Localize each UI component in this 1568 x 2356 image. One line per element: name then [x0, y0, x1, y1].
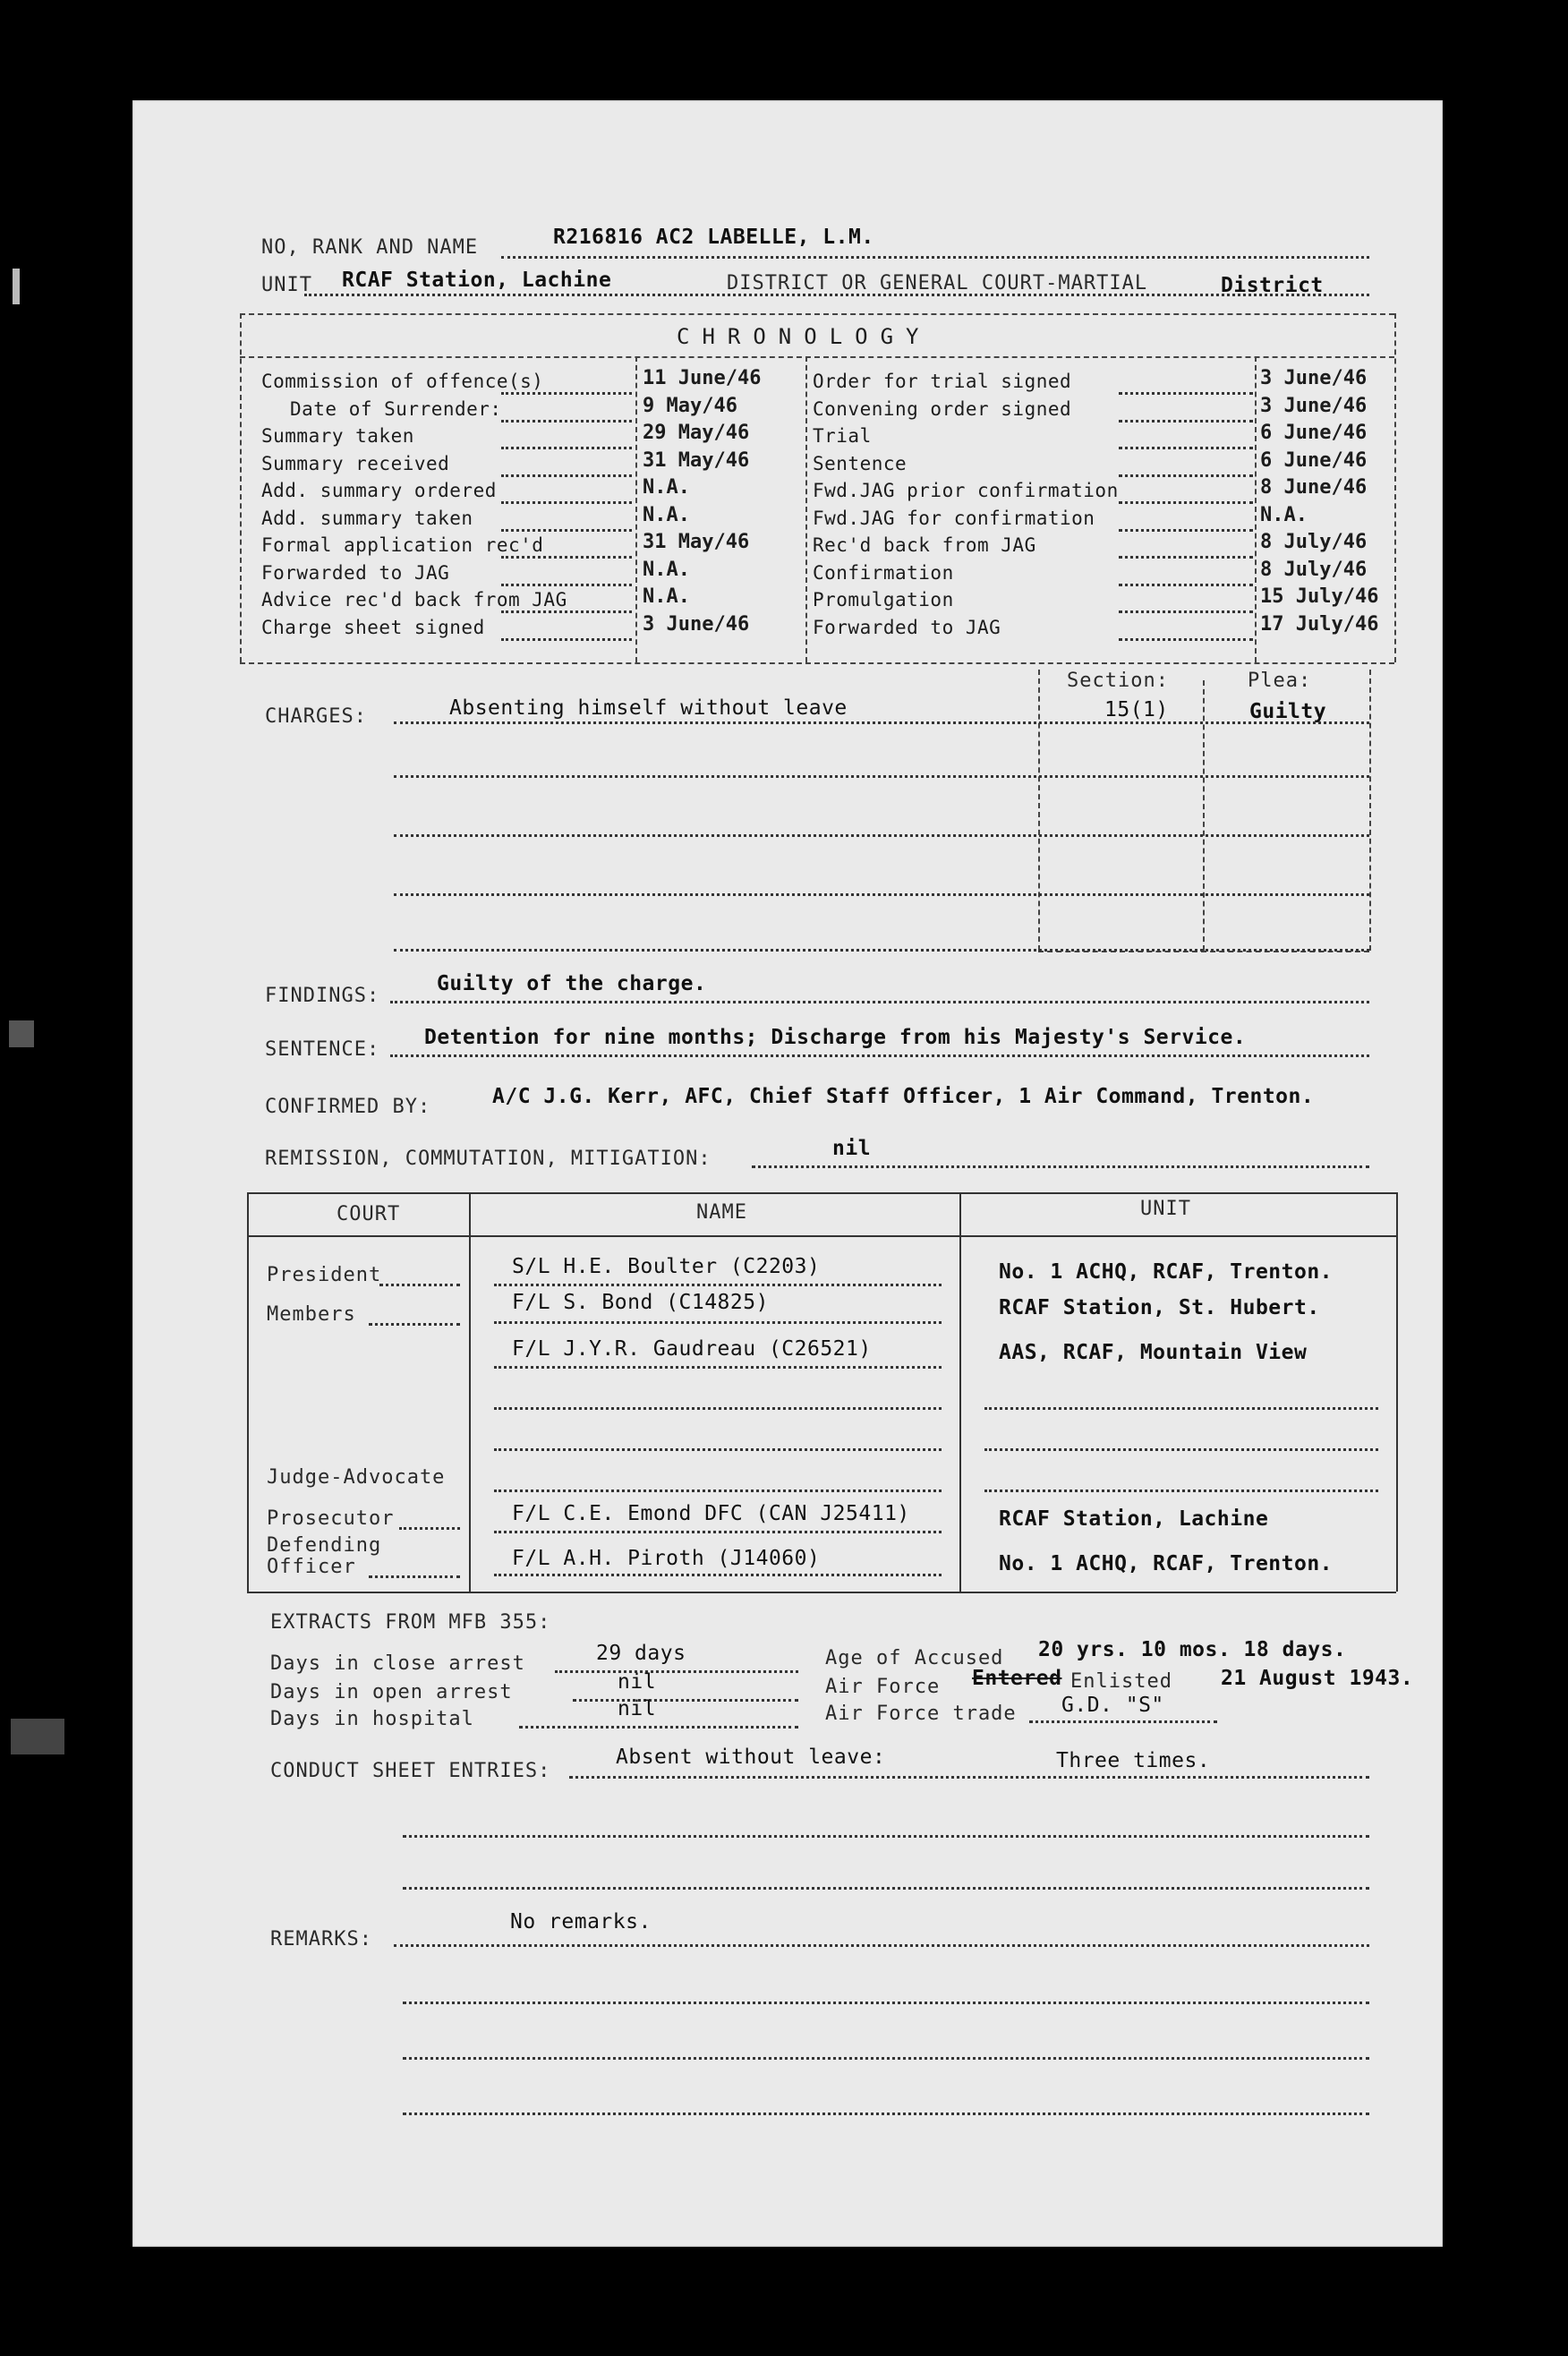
age-value: 20 yrs. 10 mos. 18 days.	[1038, 1638, 1347, 1661]
chron-right-value: 8 July/46	[1260, 558, 1368, 581]
defending-label: Defending	[267, 1534, 382, 1557]
chron-left-value: N.A.	[643, 476, 690, 499]
dotted-line	[403, 2057, 1369, 2060]
chron-right-label: Forwarded to JAG	[813, 616, 1001, 638]
chron-right-value: 17 July/46	[1260, 612, 1379, 636]
chron-left-value: 29 May/46	[643, 422, 750, 444]
dotted-line	[1029, 1720, 1217, 1723]
dotted-line	[1119, 529, 1253, 532]
dotted-line	[1119, 584, 1253, 586]
dotted-line	[394, 1944, 1369, 1947]
prosecutor-label: Prosecutor	[267, 1507, 395, 1530]
plea-header: Plea:	[1248, 670, 1312, 692]
dotted-line	[394, 893, 1369, 896]
dotted-line	[501, 447, 632, 449]
members-label: Members	[267, 1303, 356, 1326]
court-name-defending-officer: F/L A.H. Piroth (J14060)	[512, 1547, 821, 1570]
dotted-line	[1119, 610, 1253, 613]
chron-left-label: Formal application rec'd	[261, 534, 544, 556]
court-name-president: S/L H.E. Boulter (C2203)	[512, 1255, 821, 1278]
court-unit-defending-officer: No. 1 ACHQ, RCAF, Trenton.	[999, 1552, 1334, 1575]
film-scratch	[11, 1719, 64, 1754]
dotted-line	[390, 1054, 1369, 1057]
confirmed-by-label: CONFIRMED BY:	[265, 1096, 431, 1118]
dotted-line	[984, 1407, 1378, 1410]
court-name-member-1: F/L S. Bond (C14825)	[512, 1291, 769, 1314]
hospital-label: Days in hospital	[270, 1708, 474, 1730]
unit-value: RCAF Station, Lachine	[342, 269, 612, 292]
chron-right-value: 6 June/46	[1260, 448, 1368, 472]
dotted-line	[984, 1448, 1378, 1451]
enlisted-value: 21 August 1943.	[1221, 1667, 1414, 1690]
remission-value: nil	[832, 1137, 872, 1160]
chron-left-value: 3 June/46	[643, 612, 750, 636]
dotted-line	[555, 1670, 798, 1673]
dotted-line	[403, 2113, 1369, 2115]
dotted-line	[1119, 638, 1253, 641]
dotted-line	[394, 949, 1369, 952]
unit-label: UNIT	[261, 274, 312, 296]
chron-left-label: Summary taken	[261, 425, 414, 447]
dotted-line	[501, 420, 632, 423]
age-label: Age of Accused	[825, 1647, 1004, 1669]
conduct-count: Three times.	[1056, 1749, 1211, 1772]
chron-left-label: Summary received	[261, 452, 450, 474]
findings-value: Guilty of the charge.	[437, 972, 707, 995]
chronology-title: CHRONOLOGY	[677, 324, 932, 349]
dotted-line	[501, 556, 632, 559]
chron-left-label: Add. summary taken	[261, 507, 473, 529]
trade-value: G.D. "S"	[1061, 1694, 1164, 1717]
dotted-line	[394, 775, 1369, 778]
chron-left-label: Date of Surrender:	[290, 397, 502, 420]
enlisted-label: Air Force	[825, 1676, 941, 1698]
president-label: President	[267, 1264, 382, 1286]
court-unit-member-1: RCAF Station, St. Hubert.	[999, 1296, 1320, 1319]
chron-left-value: N.A.	[643, 558, 690, 581]
chron-left-value: N.A.	[643, 585, 690, 608]
dotted-line	[403, 2002, 1369, 2004]
close-arrest-label: Days in close arrest	[270, 1652, 525, 1675]
court-name-member-2: F/L J.Y.R. Gaudreau (C26521)	[512, 1337, 872, 1361]
chron-left-label: Advice rec'd back from JAG	[261, 589, 567, 610]
extracts-title: EXTRACTS FROM MFB 355:	[270, 1611, 551, 1634]
chron-right-label: Rec'd back from JAG	[813, 534, 1036, 556]
dotted-line	[390, 1001, 1369, 1003]
charges-label: CHARGES:	[265, 705, 367, 728]
dotted-line	[394, 834, 1369, 837]
charge-section: 15(1)	[1104, 698, 1169, 721]
dotted-line	[752, 1165, 1369, 1168]
charge-plea: Guilty	[1249, 700, 1327, 723]
dotted-line	[1119, 474, 1253, 477]
chron-right-label: Confirmation	[813, 561, 954, 584]
chron-right-label: Sentence	[813, 452, 908, 474]
conduct-value: Absent without leave:	[616, 1746, 886, 1769]
remarks-value: No remarks.	[510, 1910, 652, 1933]
chron-right-label: Fwd.JAG for confirmation	[813, 507, 1095, 529]
dotted-line	[369, 1323, 460, 1326]
dotted-line	[494, 1284, 942, 1286]
chron-right-label: Trial	[813, 425, 872, 447]
court-type-label: DISTRICT OR GENERAL COURT-MARTIAL	[727, 272, 1148, 294]
dotted-line	[394, 721, 1369, 724]
court-name-prosecutor: F/L C.E. Emond DFC (CAN J25411)	[512, 1502, 910, 1525]
section-header: Section:	[1067, 670, 1169, 692]
close-arrest-value: 29 days	[596, 1642, 686, 1665]
chron-left-label: Commission of offence(s)	[261, 371, 544, 392]
officer-label: Officer	[267, 1556, 356, 1578]
dotted-line	[494, 1531, 942, 1533]
dotted-line	[1119, 420, 1253, 423]
chron-left-label: Charge sheet signed	[261, 616, 485, 638]
chron-right-value: 15 July/46	[1260, 585, 1379, 608]
dotted-line	[494, 1574, 942, 1576]
dotted-line	[304, 294, 1369, 296]
remission-label: REMISSION, COMMUTATION, MITIGATION:	[265, 1148, 712, 1170]
chron-right-value: 8 July/46	[1260, 531, 1368, 553]
dotted-line	[1119, 556, 1253, 559]
name-header: NAME	[696, 1201, 747, 1224]
document-page	[132, 100, 1443, 2247]
dotted-line	[501, 392, 632, 395]
film-scratch	[13, 269, 20, 304]
trade-label: Air Force trade	[825, 1703, 1017, 1725]
no-rank-name-value: R216816 AC2 LABELLE, L.M.	[553, 226, 874, 249]
chron-right-value: 6 June/46	[1260, 422, 1368, 444]
court-unit-member-2: AAS, RCAF, Mountain View	[999, 1341, 1308, 1364]
dotted-line	[569, 1776, 1369, 1779]
enlisted-label-2: Enlisted	[1070, 1670, 1172, 1693]
court-unit-president: No. 1 ACHQ, RCAF, Trenton.	[999, 1260, 1334, 1284]
dotted-line	[1119, 392, 1253, 395]
film-scratch	[9, 1020, 34, 1047]
dotted-line	[369, 1575, 460, 1578]
dotted-line	[494, 1321, 942, 1324]
chron-left-label: Forwarded to JAG	[261, 561, 450, 584]
dotted-line	[494, 1366, 942, 1369]
chron-right-label: Order for trial signed	[813, 371, 1072, 392]
chron-right-label: Fwd.JAG prior confirmation	[813, 480, 1119, 501]
chron-left-value: 11 June/46	[643, 367, 762, 389]
dotted-line	[501, 638, 632, 641]
dotted-line	[403, 1835, 1369, 1838]
findings-label: FINDINGS:	[265, 985, 380, 1007]
confirmed-by-value: A/C J.G. Kerr, AFC, Chief Staff Officer, 1 Air Command, Trenton.	[492, 1085, 1315, 1108]
conduct-label: CONDUCT SHEET ENTRIES:	[270, 1760, 551, 1782]
unit-header: UNIT	[1140, 1198, 1191, 1220]
chron-left-value: N.A.	[643, 503, 690, 526]
dotted-line	[494, 1490, 942, 1492]
chron-left-value: 9 May/46	[643, 394, 737, 417]
dotted-line	[501, 610, 632, 613]
chron-right-value: 3 June/46	[1260, 394, 1368, 417]
judge-advocate-label: Judge-Advocate	[267, 1466, 446, 1489]
chron-right-value: 8 June/46	[1260, 476, 1368, 499]
dotted-line	[379, 1284, 460, 1286]
sentence-label: SENTENCE:	[265, 1038, 380, 1061]
dotted-line	[403, 1887, 1369, 1890]
chron-left-value: 31 May/46	[643, 448, 750, 472]
dotted-line	[1119, 447, 1253, 449]
remarks-label: REMARKS:	[270, 1928, 372, 1951]
dotted-line	[1119, 501, 1253, 504]
dotted-line	[501, 474, 632, 477]
dotted-line	[501, 584, 632, 586]
court-unit-prosecutor: RCAF Station, Lachine	[999, 1507, 1269, 1531]
open-arrest-value: nil	[618, 1670, 657, 1694]
dotted-line	[519, 1726, 798, 1729]
dotted-line	[501, 529, 632, 532]
chron-right-value: N.A.	[1260, 503, 1308, 526]
chron-right-label: Convening order signed	[813, 397, 1072, 420]
sentence-value: Detention for nine months; Discharge from his Majesty's Service.	[424, 1026, 1247, 1049]
dotted-line	[494, 1407, 942, 1410]
court-type-value: District	[1221, 274, 1324, 297]
chron-left-value: 31 May/46	[643, 531, 750, 553]
court-header: COURT	[337, 1203, 401, 1225]
charge-text: Absenting himself without leave	[449, 696, 848, 720]
dotted-line	[501, 256, 1369, 259]
chron-right-label: Promulgation	[813, 589, 954, 610]
chron-right-value: 3 June/46	[1260, 367, 1368, 389]
open-arrest-label: Days in open arrest	[270, 1681, 513, 1703]
no-rank-name-label: NO, RANK AND NAME	[261, 236, 479, 259]
chron-left-label: Add. summary ordered	[261, 480, 497, 501]
dotted-line	[399, 1527, 460, 1530]
dotted-line	[984, 1490, 1378, 1492]
hospital-value: nil	[618, 1697, 657, 1720]
dotted-line	[573, 1699, 798, 1702]
dotted-line	[501, 501, 632, 504]
dotted-line	[494, 1448, 942, 1451]
enlisted-struck: Entered	[972, 1667, 1062, 1690]
